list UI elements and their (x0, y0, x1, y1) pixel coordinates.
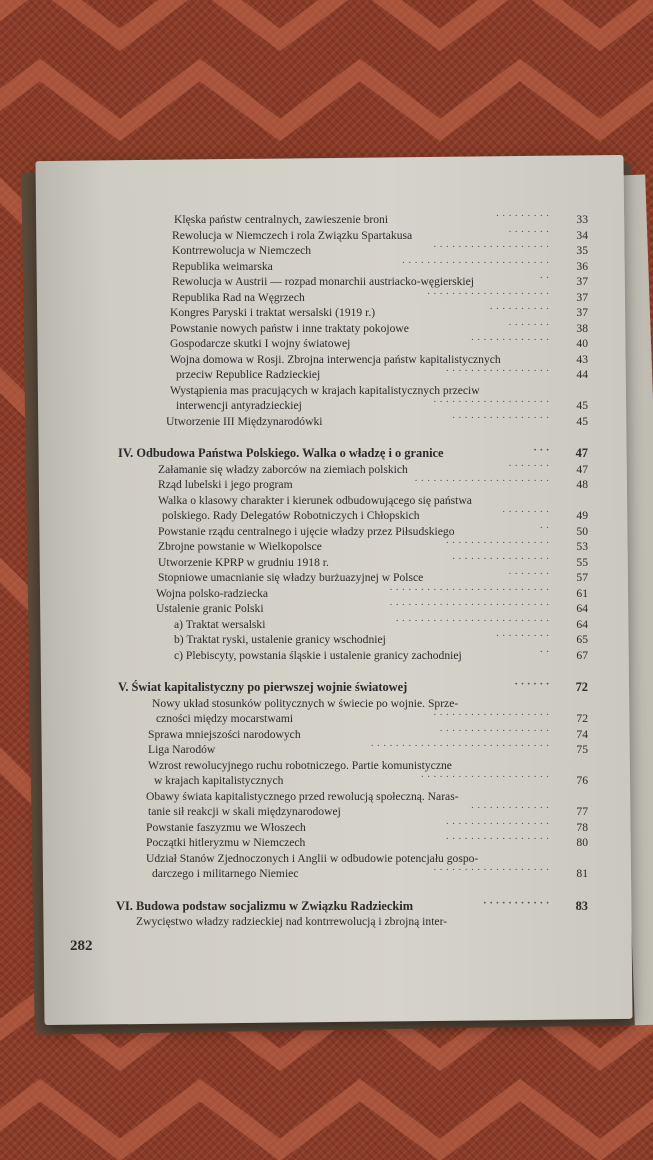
toc-dot-leader: ············· (470, 334, 552, 346)
toc-dot-leader: ······· (508, 318, 552, 331)
toc-dot-leader: ·························· (389, 583, 552, 596)
toc-entry-title: VI. Budowa podstaw socjalizmu w Związku Radzieckim (116, 898, 414, 913)
toc-dot-leader: ··· (533, 444, 552, 456)
toc-entry-title: Republika Rad na Węgrzech (172, 290, 305, 304)
toc-page-number: 83 (575, 898, 588, 913)
toc-page-number: 74 (576, 727, 588, 741)
toc-entry-title: czności między mocarstwami (156, 712, 294, 725)
toc-entry-title: Powstanie rządu centralnego i ujęcie władzy przez Piłsudskiego (158, 524, 455, 538)
toc-dot-leader: ························ (401, 256, 552, 269)
toc-entry-title: Powstanie faszyzmu we Włoszech (146, 820, 306, 834)
toc-dot-leader: ····························· (370, 740, 552, 752)
toc-entry (118, 632, 588, 648)
toc-dot-leader: ··········· (483, 896, 552, 909)
toc-page-number: 37 (576, 306, 588, 319)
toc-page-number: 36 (576, 259, 588, 273)
toc-page-number: 57 (576, 571, 588, 584)
toc-page-number: 47 (575, 446, 588, 460)
toc-dot-leader: ···················· (426, 287, 552, 300)
toc-entry-title: Rząd lubelski i jego program (158, 478, 293, 491)
toc-dot-leader: ··················· (433, 864, 552, 876)
toc-dot-leader: ······· (508, 459, 552, 472)
toc-page-number: 77 (576, 805, 588, 818)
toc-dot-leader: ······· (508, 568, 552, 580)
toc-dot-leader: ········· (495, 630, 552, 642)
toc-page-number: 81 (576, 867, 588, 880)
toc-dot-leader: ············· (470, 802, 552, 814)
toc-dot-leader: ······················ (414, 475, 552, 487)
toc-page-number: 43 (576, 352, 588, 366)
toc-dot-leader: ······· (508, 225, 552, 238)
toc-page-number: 38 (576, 321, 588, 335)
toc-page-number: 48 (576, 478, 588, 491)
toc-entry-title: Gospodarcze skutki I wojny światowej (170, 337, 351, 350)
toc-entry-title: Powstanie nowych państw i inne traktaty pokojowe (170, 321, 409, 335)
toc-entry-title: w krajach kapitalistycznych (154, 774, 284, 787)
toc-entry (118, 914, 588, 930)
toc-entry-title: Wzrost rewolucyjnego ruchu robotniczego. Partie komunistyczne (148, 758, 452, 772)
toc-dot-leader: ·························· (389, 599, 552, 611)
toc-entry-title: Początki hitleryzmu w Niemczech (146, 836, 306, 849)
toc-entry-title: Załamanie się władzy zaborców na ziemiach polskich (158, 462, 408, 476)
toc-entry-title: Wojna domowa w Rosji. Zbrojna interwencja państw kapitalistycznych (170, 352, 501, 366)
toc-dot-leader: ················· (445, 365, 552, 377)
toc-dot-leader: ················ (451, 411, 552, 424)
toc-entry-title: Kontrrewolucja w Niemczech (172, 244, 312, 257)
toc-page-number: 75 (576, 743, 588, 756)
toc-page-number: 61 (576, 586, 588, 600)
toc-dot-leader: ········ (501, 506, 552, 518)
toc-page-number: 72 (576, 712, 588, 725)
toc-page-number: 65 (576, 633, 588, 646)
toc-entry-title: polskiego. Rady Delegatów Robotniczych i Chłopskich (162, 509, 420, 522)
toc-page-number: 47 (576, 462, 588, 476)
toc-dot-leader: ················· (445, 833, 552, 845)
toc-entry (118, 508, 588, 524)
toc-entry-title: Kongres Paryski i traktat wersalski (1919 r.) (170, 306, 376, 319)
toc-dot-leader: ········· (495, 210, 552, 222)
toc-entry-title: Stopniowe umacnianie się władzy burżuazyjnej w Polsce (158, 571, 424, 584)
toc-entry (118, 336, 588, 352)
toc-page-number: 50 (576, 524, 588, 538)
toc-dot-leader: ·· (539, 272, 552, 284)
toc-dot-leader: ························· (395, 614, 552, 627)
toc-entry-title: Rewolucja w Niemczech i rola Związku Spartakusa (172, 228, 413, 242)
toc-page-number: 80 (576, 836, 588, 849)
toc-entry-title: Liga Narodów (148, 743, 216, 756)
toc-entry (118, 477, 588, 493)
toc-entry-title: Republika weimarska (172, 259, 273, 273)
toc-dot-leader: ······ (514, 678, 552, 690)
toc-page-number: 44 (576, 368, 588, 381)
table-of-contents (118, 212, 588, 930)
toc-entry (118, 645, 588, 664)
toc-page-number: 72 (575, 680, 588, 694)
toc-entry-title: Udział Stanów Zjednoczonych i Anglii w odbudowie potencjału gospo- (146, 851, 479, 865)
toc-dot-leader: ················· (445, 537, 552, 549)
toc-dot-leader: ················ (451, 552, 552, 565)
toc-page-number: 78 (576, 820, 588, 834)
toc-entry-title: Rewolucja w Austrii — rozpad monarchii austriacko-węgierskiej (172, 275, 474, 288)
toc-entry (118, 742, 588, 758)
toc-chapter-heading (116, 896, 588, 915)
page-number: 282 (70, 938, 93, 954)
toc-page-number: 37 (576, 275, 588, 288)
toc-page-number: 45 (576, 399, 588, 412)
toc-entry-title: Utworzenie III Międzynarodówki (166, 414, 323, 428)
toc-entry (118, 835, 588, 851)
toc-page-number: 55 (576, 555, 588, 569)
toc-dot-leader: ··················· (433, 241, 552, 253)
toc-entry-title: c) Plebiscyty, powstania śląskie i ustalenie granicy zachodniej (174, 648, 462, 662)
toc-dot-leader: ················· (445, 817, 552, 830)
toc-entry-title: a) Traktat wersalski (174, 617, 266, 631)
toc-page-number: 76 (576, 774, 588, 787)
toc-entry-title: V. Świat kapitalistyczny po pierwszej wojnie światowej (118, 680, 408, 694)
toc-entry-title: przeciw Republice Radzieckiej (176, 368, 321, 381)
toc-entry-title: Klęska państw centralnych, zawieszenie broni (174, 213, 389, 226)
toc-page-number: 45 (576, 414, 588, 428)
toc-entry-title: interwencji antyradzieckiej (176, 399, 302, 412)
toc-dot-leader: ·········· (489, 303, 552, 315)
toc-entry (118, 411, 588, 430)
toc-entry-title: Zwycięstwo władzy radzieckiej nad kontrrewolucją i zbrojną inter- (136, 915, 448, 928)
toc-entry-title: Walka o klasowy charakter i kierunek odbudowującego się państwa (158, 493, 472, 507)
toc-page-number: 64 (576, 617, 588, 631)
toc-page-number: 67 (576, 648, 588, 662)
toc-page-number: 33 (576, 213, 588, 226)
toc-chapter-heading (118, 680, 588, 696)
toc-entry-title: Nowy układ stosunków politycznych w świecie po wojnie. Sprze- (152, 696, 459, 710)
toc-page-number: 34 (576, 228, 588, 242)
toc-entry-title: Utworzenie KPRP w grudniu 1918 r. (158, 555, 329, 569)
toc-page-number: 37 (576, 290, 588, 304)
toc-entry (118, 866, 588, 882)
toc-entry (118, 256, 588, 275)
toc-entry-title: tanie sił reakcji w skali międzynarodowej (148, 805, 341, 818)
toc-entry-title: Wojna polsko-radziecka (156, 586, 269, 600)
toc-page-number: 64 (576, 602, 588, 615)
toc-dot-leader: ·· (539, 521, 552, 534)
toc-dot-leader: ·················· (439, 724, 552, 737)
toc-entry-title: Ustalenie granic Polski (156, 602, 264, 615)
toc-dot-leader: ··················· (433, 396, 552, 408)
toc-page-number: 35 (576, 244, 588, 257)
toc-entry-title: Zbrojne powstanie w Wielkopolsce (158, 540, 322, 553)
toc-page-number: 40 (576, 337, 588, 350)
toc-page-number: 53 (576, 540, 588, 553)
toc-dot-leader: ·· (539, 645, 552, 658)
toc-entry-title: IV. Odbudowa Państwa Polskiego. Walka o władzę i o granice (118, 446, 444, 460)
toc-entry (118, 367, 588, 383)
toc-dot-leader: ··················· (433, 709, 552, 721)
toc-page-number: 49 (576, 509, 588, 522)
toc-entry-title: darczego i militarnego Niemiec (152, 867, 299, 880)
toc-entry-title: b) Traktat ryski, ustalenie granicy wschodniej (174, 633, 386, 646)
toc-entry-title: Wystąpienia mas pracujących w krajach kapitalistycznych przeciw (170, 383, 480, 397)
toc-entry-title: Sprawa mniejszości narodowych (148, 727, 301, 741)
toc-entry-title: Obawy świata kapitalistycznego przed rewolucją społeczną. Naras- (146, 789, 459, 803)
toc-entry (118, 773, 588, 789)
toc-dot-leader: ····················· (420, 771, 552, 783)
